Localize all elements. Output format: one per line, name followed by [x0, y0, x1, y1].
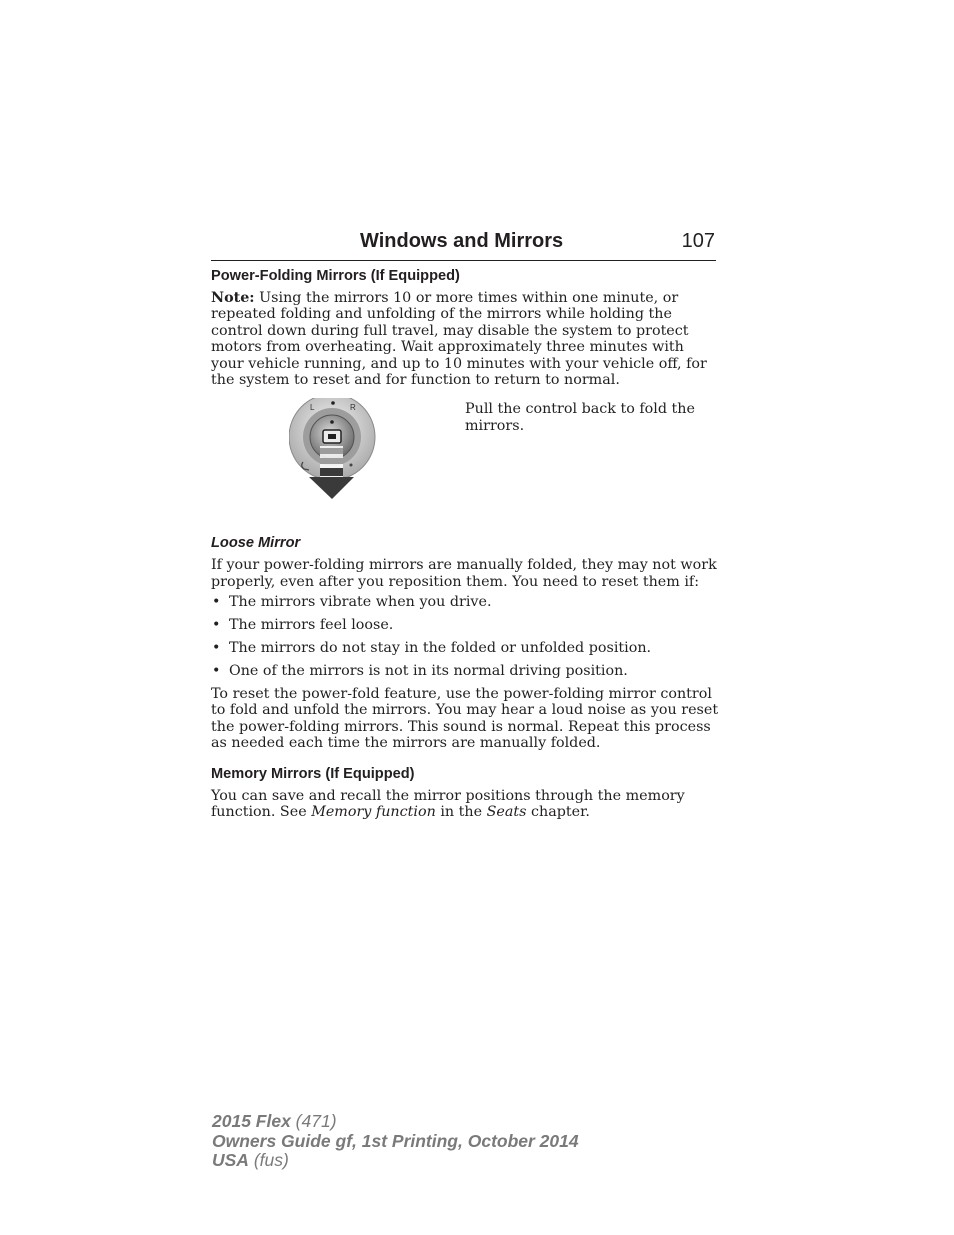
list-item: [211, 617, 719, 633]
footer-guide-line: Owners Guide gf, 1st Printing, October 2014: [212, 1130, 579, 1151]
bullet-icon: •: [212, 617, 221, 634]
list-item: [211, 640, 719, 656]
seats-chapter-reference: Seats: [486, 803, 527, 820]
note-paragraph: [211, 290, 719, 388]
list-item-text: The mirrors feel loose.: [229, 617, 394, 634]
label-r: R: [350, 403, 356, 413]
list-item: [211, 663, 719, 679]
loose-mirror-heading: Loose Mirror: [211, 535, 301, 552]
bullet-icon: •: [212, 594, 221, 611]
page-title: Windows and Mirrors: [360, 230, 564, 252]
list-item-text: The mirrors vibrate when you drive.: [229, 594, 492, 611]
mirror-control-illustration: [289, 398, 381, 513]
footer-model: 2015 Flex: [212, 1111, 291, 1131]
page-header: [211, 229, 716, 261]
figure-row: [211, 394, 719, 534]
memory-function-reference: Memory function: [311, 803, 436, 820]
bullet-icon: •: [212, 662, 221, 679]
reset-conditions-list: [211, 594, 719, 679]
memory-mirrors-heading: Memory Mirrors (If Equipped): [211, 765, 415, 782]
footer-region-code: (fus): [248, 1150, 289, 1170]
footer-model-line: [212, 1112, 579, 1132]
list-item-text: The mirrors do not stay in the folded or unfolded position.: [229, 640, 652, 657]
note-label: Note:: [211, 290, 255, 306]
figure-caption: Pull the control back to fold the mirrors.: [465, 401, 695, 434]
page-content: [211, 267, 719, 820]
page-number: 107: [681, 230, 715, 252]
label-l: L: [310, 403, 315, 413]
page-footer: [212, 1112, 579, 1171]
note-text: Using the mirrors 10 or more times within one minute, or repeated folding and unfolding of the mirrors while holding the control down during full travel, may disable the system to protect motors from overheating. Wait approximately three minutes with your vehicle running, and up to 10 minutes with your vehicle off, for the system to reset and for function to return to normal.: [211, 290, 707, 389]
memory-text: chapter.: [526, 803, 590, 820]
memory-text: You can save and recall the mirror positions through the memory function. See: [211, 787, 685, 820]
memory-paragraph: [211, 788, 719, 821]
footer-region-line: [212, 1151, 579, 1171]
footer-model-code: (471): [290, 1111, 337, 1131]
list-item-text: One of the mirrors is not in its normal driving position.: [229, 662, 628, 679]
footer-region: USA: [212, 1150, 249, 1170]
reset-paragraph: To reset the power-fold feature, use the power-folding mirror control to fold and unfold the mirrors. You may hear a loud noise as you reset the power-folding mirrors. This sound is normal. Repeat this process as needed each time the mirrors are manually folded.: [211, 685, 719, 752]
power-folding-heading: Power-Folding Mirrors (If Equipped): [211, 268, 460, 284]
loose-mirror-intro: If your power-folding mirrors are manually folded, they may not work properly, even after you reposition them. You need to reset them if:: [211, 557, 717, 590]
list-item: [211, 594, 719, 610]
bullet-icon: •: [212, 640, 221, 657]
memory-text: in the: [435, 803, 487, 820]
